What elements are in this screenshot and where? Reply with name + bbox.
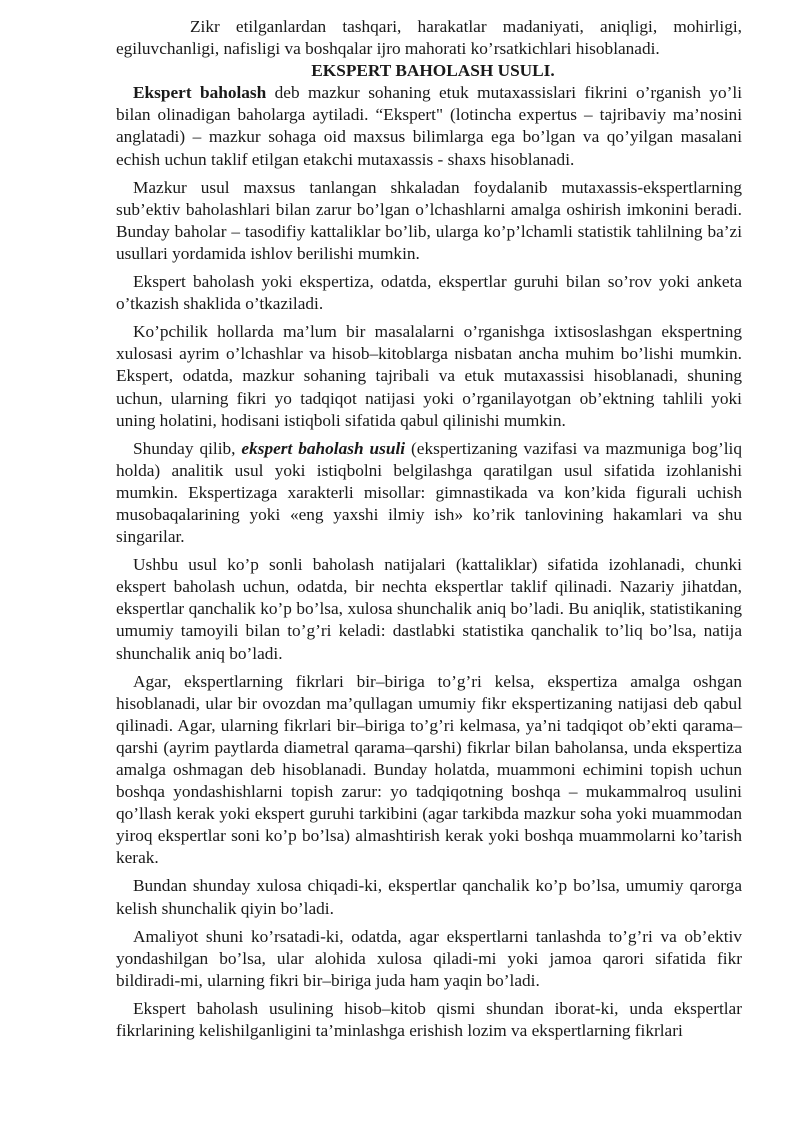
paragraph-expert-conclusion: Ko’pchilik hollarda ma’lum bir masalalarni o’rganishga ixtisoslashgan ekspertning xulosasi ayrim o’lchashlar va hisob–kitoblarga nisbatan ancha muhim bo’lishi mumkin. Ekspert, odatda, mazkur sohaning tajribali va etuk mutaxassisi hisoblanadi, shuning uchun, ularning fikri yo tadqiqot natijasi yoki o’rganilayotgan ob’ektning tahlili yoki uning holatini, hodisani istiqboli sifatida qabul qilinishi mumkin. bbox=[116, 322, 742, 430]
term-ekspert-baholash-usuli: ekspert baholash usuli bbox=[241, 438, 406, 458]
paragraph-expertise-form: Ekspert baholash yoki ekspertiza, odatda, ekspertlar guruhi bilan so’rov yoki anketa o’tkazish shaklida o’tkaziladi. bbox=[116, 272, 742, 314]
paragraph-calculation: Ekspert baholash usulining hisob–kitob qismi shundan iborat-ki, unda ekspertlar fikrlarining kelishilganligini ta’minlashga erishish lozim va ekspertlarning fikrlari bbox=[116, 998, 742, 1041]
paragraph-definition bbox=[116, 82, 742, 170]
document-page bbox=[116, 16, 742, 1042]
paragraph-method-lead: Shunday qilib, bbox=[133, 438, 242, 458]
paragraph-method-definition bbox=[116, 438, 742, 548]
term-ekspert-baholash: Ekspert baholash bbox=[133, 83, 267, 103]
paragraph-multiple-results: Ushbu usul ko’p sonli baholash natijalari (kattaliklar) sifatida izohlanadi, chunki ekspert baholash uchun, odatda, bir nechta ekspertlar taklif qilinadi. Nazariy jihatdan, ekspertlar qanchalik ko’p bo’lsa, xulosa shunchalik aniq bo’ladi. Bu aniqlik, statistikaning umumiy tamoyili bilan to’g’ri keladi: dastlabki statistika qanchalik to’liq bo’lsa, natija shunchalik aniq bo’ladi. bbox=[116, 555, 742, 663]
paragraph-conclusion: Bundan shunday xulosa chiqadi-ki, ekspertlar qanchalik ko’p bo’lsa, umumiy qarorga kelish shunchalik qiyin bo’ladi. bbox=[116, 876, 742, 918]
intro-paragraph: Zikr etilganlardan tashqari, harakatlar madaniyati, aniqligi, mohirligi, egiluvchanligi, nafisligi va boshqalar ijro mahorati ko’rsatkichlari hisoblanadi. bbox=[116, 17, 742, 59]
section-heading: EKSPERT BAHOLASH USULI. bbox=[311, 61, 555, 81]
paragraph-definition-text: deb mazkur sohaning etuk mutaxassislari fikrini o’rganish yo’li bilan olinadigan baholarga aytiladi. “Ekspert" (lotincha expertus – tajribaviy ma’nosini anglatadi) – mazkur sohaga oid maxsus bilimlarga ega bo’lgan va qo’yilgan masalani echish uchun taklif etilgan etakchi mutaxassis - shaxs hisoblanadi. bbox=[116, 83, 742, 169]
paragraph-practice: Amaliyot shuni ko’rsatadi-ki, odatda, agar ekspertlarni tanlashda to’g’ri va ob’ektiv yondashilgan bo’lsa, ular alohida xulosa qiladi-mi yoki jamoa qarori sifatida fikr bildiradi-mi, ularning fikri bir–biriga juda ham yaqin bo’ladi. bbox=[116, 926, 742, 990]
paragraph-method-text: (ekspertizaning vazifasi va mazmuniga bog’liq holda) analitik usul yoki istiqbolni belgilashga qaratilgan usul sifatida izohlanishi mumkin. Ekspertizaga xarakterli misollar: gimnastikada va kon’kida figurali uchish musobaqalarining yoki «eng yaxshi ilmiy ish» ko’rik tanlovining hakamlari va shu singarilar. bbox=[116, 438, 742, 547]
paragraph-method-scale: Mazkur usul maxsus tanlangan shkaladan foydalanib mutaxassis-ekspertlarning sub’ektiv baholashlari bilan zarur bo’lgan o’lchashlarni amalga oshirish imkonini beradi. Bunday baholar – tasodifiy kattaliklar bo’lib, ularga ko’p’lchamli statistik tahlilning ba’zi usullari yordamida ishlov berilishi mumkin. bbox=[116, 177, 742, 263]
paragraph-agreement: Agar, ekspertlarning fikrlari bir–biriga to’g’ri kelsa, ekspertiza amalga oshgan hisoblanadi, ular bir ovozdan ma’qullagan umumiy fikr ekspertizaning natijasi deb qabul qilinadi. Agar, ularning fikrlari bir–biriga to’g’ri kelmasa, ya’ni tadqiqot ob’ekti qarama–qarshi (ayrim paytlarda diametral qarama–qarshi) fikrlar bilan baholansa, unda ekspertiza amalga oshmagan deb hisoblanadi. Bunday holatda, muammoni echimini topish uchun boshqa yondashishlarni topish zarur: yo tadqiqotning boshqa – mukammalroq usulini qo’llash kerak yoki ekspert guruhi tarkibini (agar tarkibda mazkur soha yoki muammodan yiroq ekspertlar soni ko’p bo’lsa) almashtirish kerak yoki boshqa muammolarni ko’tarish kerak. bbox=[116, 671, 742, 868]
